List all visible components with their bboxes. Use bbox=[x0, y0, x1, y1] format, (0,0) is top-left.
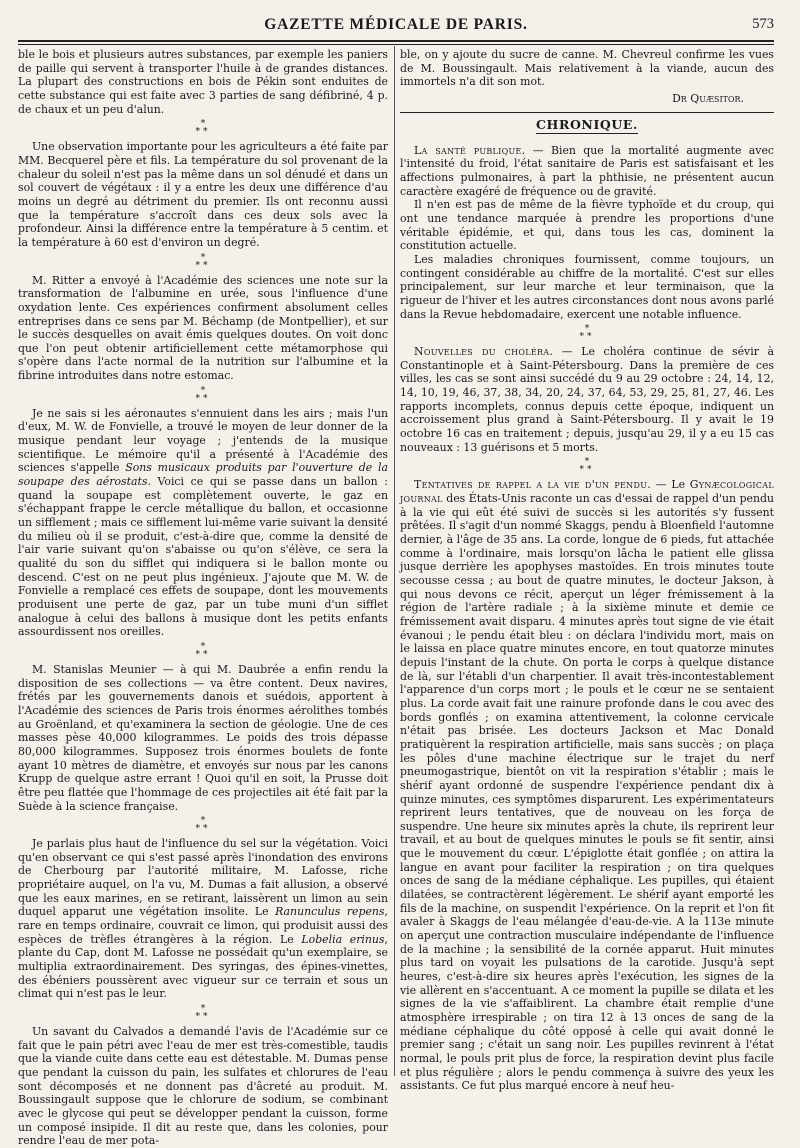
paragraph: Il n'en est pas de même de la fièvre typhoïde et du croup, qui ont une tendance marquée à prendre les proportions d'une véritable épidémie, et qui, dans tous les cas, dominent la constitution actuelle. bbox=[400, 198, 774, 253]
text-run: — Le bbox=[651, 478, 690, 492]
right-column bbox=[400, 48, 774, 1093]
run-in-heading: Tentatives de rappel a la vie d'un pendu. bbox=[414, 478, 652, 492]
paragraph: M. Ritter a envoyé à l'Académie des sciences une note sur la transformation de l'albumine en urée, sous l'influence d'une oxydation lente. Ces expériences confirment absolument celles entreprises dans ce sens par M. Béchamp (de Montpellier), et sur le succès desquelles on avait émis quelques doutes. On voit donc que l'on peut obtenir artificiellement cette métamorphose qui s'opère dans l'acte normal de la nutrition sur l'albumine et la fibrine introduites dans notre estomac. bbox=[18, 273, 388, 383]
asterism-separator: * ** bbox=[195, 641, 211, 660]
text-run: — Bien que la mortalité augmente avec l'intensité du froid, l'état sanitaire de Paris est satisfaisant et les affections pulmonaires, à part la phthisie, ne présentent aucun caractère exagéré de fréquence ou de gravité. bbox=[400, 143, 774, 198]
species-name: Ranunculus repens bbox=[275, 905, 385, 919]
run-in-heading: La santé publique. bbox=[414, 143, 526, 157]
asterism-separator: * ** bbox=[195, 816, 211, 835]
paragraph: Un savant du Calvados a demandé l'avis de l'Académie sur ce fait que le pain pétri avec l'eau de mer est très-comestible, taudis que la viande cuite dans cette eau est détestable. M. Dumas pense que pendant la cuisson du pain, les sulfates et chlorures de l'eau sont décomposés et ne donnent pas d'âcreté au produit. M. Boussingault suppose que le chlorure de sodium, se combinant avec le glycose qui peut se développer pendant la cuisson, forme un composé insipide. Il dit au reste que, dans les colonies, pour rendre l'eau de mer pota- bbox=[18, 1025, 388, 1148]
paragraph bbox=[18, 407, 388, 639]
paragraph bbox=[400, 478, 774, 1093]
asterism-separator: * ** bbox=[195, 1004, 211, 1023]
asterism-separator: * ** bbox=[195, 252, 211, 271]
italic-title: Sons musicaux produits par l'ouverture de la soupape des aérostats bbox=[18, 461, 388, 489]
text-run: Je ne sais si les aéronautes s'ennuient dans les airs ; mais l'un d'eux, M. W. de Fonvielle, a trouvé le moyen de leur donner de la musique pendant leur voyage ; j'entends de la musique scientifique. Le mémoire qu'il a présenté à l'Académie des sciences s'appelle bbox=[18, 406, 388, 475]
text-run: . Voici ce qui se passe dans un ballon : quand la soupape est complètement ouverte, le gaz en s'échappant frappe le cercle métallique du ballon, et occasionne un sifflement ; mais ce sifflement lui-même varie suivant la densité du milieu où il se produit, c'est-à-dire que, comme la densité de l'air varie suivant qu'on s'abaisse ou qu'on s'élève, ce sera la qualité du son du sifflet qui indiquera si le ballon monte ou descend. C'est on ne peut plus ingénieux. J'ajoute que M. W. de Fonvielle a remplacé ces effets de soupape, dont les mouvements produisent une perte de gaz, par un tube muni d'un sifflet analogue à celui des ballons à musique dont les petits enfants assourdissent nos oreilles. bbox=[18, 475, 388, 639]
paragraph bbox=[18, 837, 388, 1001]
text-run: des États-Unis raconte un cas d'essai de rappel d'un pendu à la vie qui eût été suivi de succès si les autorités s'y fussent prêtées. Il s'agit d'un nommé Skaggs, pendu à Bloenfield l'automne dernier, à l'âge de 35 ans. La corde, longue de 6 pieds, fut attachée comme à l'ordinaire, mais lorsqu'on lâcha le patient elle glissa jusque derrière les apophyses mastoïdes. En trois minutes toute secousse cessa ; au bout de quatre minutes, le docteur Jakson, à qui nous devons ce récit, aperçut un léger frémissement à la région de l'artère radiale ; à la sixième minute et demie ce frémissement avait disparu. 4 minutes après tout signe de vie était évanoui ; le pendu était bleu : on déclara l'individu mort, mais on le laissa en place quatre minutes encore, en tout quatorze minutes depuis l'instant de la chute. On porta le corps à quelque distance de là, sur l'établi d'un charpentier. Il avait très-incontestablement l'apparence d'un corps mort ; le pouls et le cœur ne se sentaient plus. La corde avait fait une rainure profonde dans le cou avec des bords gonflés ; on examina attentivement, la colonne cervicale n'était pas brisée. Les docteurs Jackson et Mac Donald pratiquèrent la respiration artificielle, mais sans succès ; on plaça les pôles d'une machine électrique sur le trajet du nerf pneumogastrique, bientôt on vit la respiration s'établir ; mais le shérif ayant ordonné de suspendre l'expérience pendant dix à quinze minutes, ces symptômes disparurent. Les expérimentateurs reprirent leurs tentatives, que de nouveau on les força de suspendre. Une heure six minutes après la chute, ils reprirent leur travail, et au bout de quelques minutes le pouls se fit sentir, ainsi que le mouvement du cœur. L'épiglotte était gonflée ; on attira la langue en avant pour faciliter la respiration ; on tira quelques onces de sang de la médiane céphalique. Les pupilles, qui étaient dilatées, se contractèrent légèrement. Le shérif ayant emporté les fils de la machine, on suspendit l'expérience. On la reprit et l'on fit avaler à Skaggs de l'eau mélangée d'eau-de-vie. A la 113e minute on aperçut une contraction musculaire indépendante de l'influence de la machine ; la sensibilité de la cornée apparut. Huit minutes plus tard on voyait les pulsations de la carotide. Jusqu'à sept heures, c'est-à-dire six heures après l'exécution, les signes de la vie allèrent en s'accentuant. A ce moment la pupille se dilata et les signes de la vie s'affaiblirent. La chambre était remplie d'une atmosphère irrespirable ; on tira 12 à 13 onces de sang de la médiane céphalique du côté opposé à celle qui avait donné le premier sang ; c'était un sang noir. Les pupilles revinrent à l'état normal, le pouls prit plus de force, la respiration devint plus facile et plus régulière ; alors le pendu commença à suivre des yeux les assistants. Ce fut plus marqué encore à neuf heu- bbox=[400, 492, 774, 1093]
run-in-heading: Nouvelles du choléra. bbox=[414, 345, 554, 359]
paragraph: M. Stanislas Meunier — à qui M. Daubrée a enfin rendu la disposition de ses collections — va être content. Deux navires, frétés par les gouvernements danois et suédois, apportent à l'Académie des sciences de Paris trois énormes aérolithes tombés au Groënland, et qu'examinera la section de géologie. Une de ces masses pèse 40,000 kilogrammes. Le poids des trois dépasse 80,000 kilogrammes. Supposez trois énormes boulets de fonte ayant 10 mètres de diamètre, et envoyés sur nous par les canons Krupp de quelque astre errant ! Quoi qu'il en soit, la Prusse doit être peu flattée que l'hommage de ces projectiles ait été fait par la Suède à la science française. bbox=[18, 662, 388, 813]
paragraph: Les maladies chroniques fournissent, comme toujours, un contingent considérable au chiffre de la mortalité. C'est sur elles principalement, sur leur marche et leur terminaison, que la rigueur de l'hiver et les autres circonstances dont nous avons parlé dans la Revue hebdomadaire, exercent une notable influence. bbox=[400, 252, 774, 321]
text-run: Je parlais plus haut de l'influence du sel sur la végétation. Voici qu'en observant ce qui s'est passé après l'inondation des environs de Cherbourg par l'autorité militaire, M. Lafosse, riche propriétaire auquel, on l'a vu, M. Dumas a fait allusion, a observé que les eaux marines, en se retirant, laissèrent un limon au sein duquel apparut une végétation insolite. Le bbox=[18, 837, 388, 919]
page-number: 573 bbox=[752, 16, 774, 32]
journal-title: GAZETTE MÉDICALE DE PARIS. bbox=[264, 16, 528, 33]
section-rule bbox=[400, 112, 774, 113]
text-run: — Le choléra continue de sévir à Constantinople et à Saint-Pétersbourg. Dans la première de ces villes, les cas se sont ainsi succédé du 9 au 29 octobre : 24, 14, 12, 14, 10, 19, 46, 37, 38, 34, 20, 24, 37, 64, 53, 29, 25, 81, 27, 46. Les rapports incomplets, connus depuis cette époque, indiquent un accroissement plus grand à Saint-Pétersbourg. Il y avait le 19 octobre 16 cas en traitement ; depuis, jusqu'au 29, il y a eu 15 cas nouveaux : 13 guérisons et 5 morts. bbox=[400, 345, 774, 454]
asterism-separator: * ** bbox=[579, 457, 595, 476]
left-column bbox=[18, 48, 388, 1148]
text-run: , rare en temps ordinaire, couvrait ce limon, qui produisit aussi des espèces de trèfles étrangères à la région. Le bbox=[18, 905, 388, 946]
signature: Dr Quæsitor. bbox=[672, 91, 744, 105]
paragraph: ble, on y ajoute du sucre de canne. M. Chevreul confirme les vues de M. Boussingault. Mais relativement à la viande, aucun des immortels n'a dit son mot. bbox=[400, 48, 774, 89]
text-run: , plante du Cap, dont M. Lafosse ne possédait qu'un exemplaire, se multiplia extraordinairement. Des syringas, des épines-vinettes, des ébéniers poussèrent avec vigueur sur ce terrain et sous un climat qui n'est pas le leur. bbox=[18, 932, 388, 1001]
section-heading bbox=[400, 114, 774, 136]
paragraph: Une observation importante pour les agriculteurs a été faite par MM. Becquerel père et fils. La température du sol provenant de la chaleur du soleil n'est pas la même dans un sol dénudé et dans un sol couvert de végétaux : il y a entre les deux une différence d'au moins un degré au détriment du premier. Ils ont reconnu aussi que la température s'accroît dans ces deux sols avec la profondeur. Ainsi la différence entre la température à 5 centim. et la température à 60 est d'environ un degré. bbox=[18, 140, 388, 249]
paragraph bbox=[400, 144, 774, 199]
paragraph bbox=[400, 345, 774, 454]
asterism-separator: * ** bbox=[579, 324, 595, 343]
asterism-separator: * ** bbox=[195, 385, 211, 404]
paragraph: ble le bois et plusieurs autres substances, par exemple les paniers de paille qui servent à transporter l'huile à de grandes distances. La plupart des constructions en bois de Pékin sont enduites de cette substance qui est faite avec 3 parties de sang défibriné, 4 p. de chaux et un peu d'alun. bbox=[18, 48, 388, 116]
column-divider bbox=[394, 46, 395, 1076]
header-rule bbox=[18, 40, 774, 42]
header-rule-thin bbox=[18, 44, 774, 45]
page-header bbox=[18, 14, 774, 40]
section-title-text: CHRONIQUE. bbox=[536, 116, 638, 132]
journal-name: Gynæcological journal bbox=[400, 478, 774, 506]
species-name: Lobelia erinus bbox=[301, 932, 385, 946]
asterism-separator: * ** bbox=[195, 119, 211, 138]
